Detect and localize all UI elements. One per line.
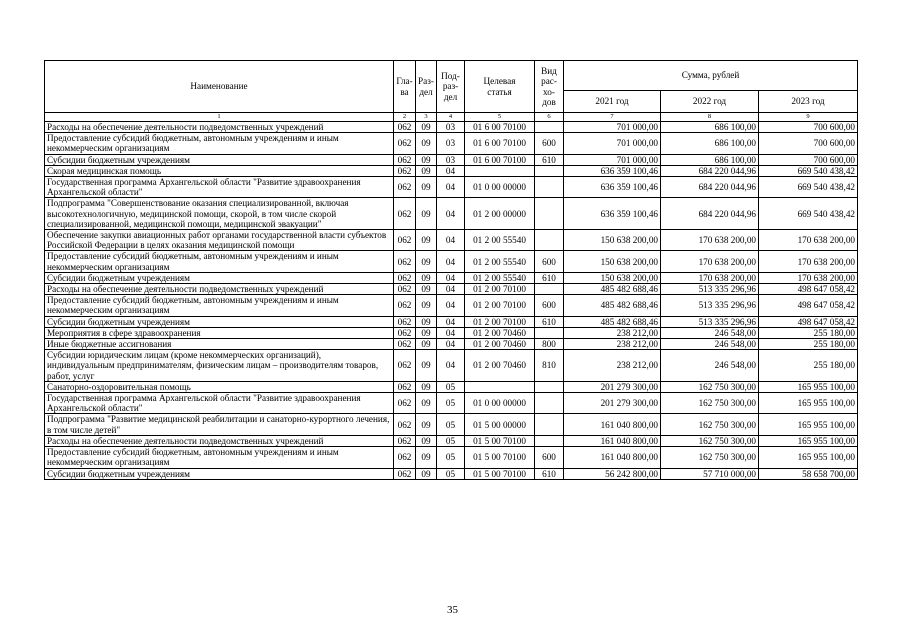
- row-razdel: 09: [416, 393, 437, 414]
- row-glava: 062: [394, 339, 416, 350]
- row-expense-type: [535, 381, 564, 392]
- row-sum-2023: 700 600,00: [759, 122, 858, 133]
- row-sum-2023: 700 600,00: [759, 133, 858, 154]
- table-row: [45, 339, 858, 350]
- table-row: [45, 295, 858, 316]
- row-sum-2022: 246 548,00: [661, 339, 759, 350]
- row-expense-type: 610: [535, 154, 564, 165]
- row-razdel: 09: [416, 350, 437, 382]
- row-razdel: 09: [416, 435, 437, 446]
- row-expense-type: [535, 327, 564, 338]
- row-sum-2023: 700 600,00: [759, 154, 858, 165]
- table-row: [45, 468, 858, 479]
- row-sum-2022: 513 335 296,96: [661, 316, 759, 327]
- row-sum-2022: 246 548,00: [661, 327, 759, 338]
- row-sum-2021: 201 279 300,00: [564, 381, 661, 392]
- header-expense-type: Вид рас- хо- дов: [535, 61, 564, 113]
- row-sum-2023: 170 638 200,00: [759, 272, 858, 283]
- row-name: Предоставление субсидий бюджетным, автономным учреждениям и иным некоммерческим организациям: [45, 447, 394, 468]
- row-sum-2023: 58 658 700,00: [759, 468, 858, 479]
- row-sum-2023: 170 638 200,00: [759, 230, 858, 251]
- row-sum-2021: 485 482 688,46: [564, 284, 661, 295]
- row-razdel: 09: [416, 154, 437, 165]
- row-podrazdel: 04: [437, 327, 465, 338]
- table-row: [45, 393, 858, 414]
- row-podrazdel: 05: [437, 414, 465, 435]
- row-name: Субсидии юридическим лицам (кроме некоммерческих организаций), индивидуальным предпринимателям, физическим лицам – производителям товаров, работ, услуг: [45, 350, 394, 382]
- table-row: [45, 447, 858, 468]
- header-podrazdel: Под- раз- дел: [437, 61, 465, 113]
- row-sum-2021: 701 000,00: [564, 133, 661, 154]
- header-year-2023: 2023 год: [759, 91, 858, 113]
- row-podrazdel: 04: [437, 251, 465, 272]
- row-sum-2023: 669 540 438,42: [759, 165, 858, 176]
- row-podrazdel: 05: [437, 468, 465, 479]
- row-podrazdel: 05: [437, 447, 465, 468]
- row-sum-2023: 498 647 058,42: [759, 316, 858, 327]
- row-target-article: 01 2 00 70100: [465, 284, 535, 295]
- row-target-article: 01 6 00 70100: [465, 154, 535, 165]
- header-sum: Сумма, рублей: [564, 61, 858, 91]
- row-sum-2021: 150 638 200,00: [564, 272, 661, 283]
- row-glava: 062: [394, 251, 416, 272]
- row-glava: 062: [394, 165, 416, 176]
- row-glava: 062: [394, 122, 416, 133]
- row-sum-2023: 165 955 100,00: [759, 414, 858, 435]
- row-expense-type: 810: [535, 350, 564, 382]
- row-sum-2022: 162 750 300,00: [661, 414, 759, 435]
- row-sum-2022: 162 750 300,00: [661, 381, 759, 392]
- row-target-article: 01 6 00 70100: [465, 122, 535, 133]
- row-sum-2023: 669 540 438,42: [759, 177, 858, 198]
- row-podrazdel: 05: [437, 381, 465, 392]
- column-number-row: [45, 113, 858, 122]
- column-number: 9: [759, 113, 858, 122]
- row-sum-2022: 162 750 300,00: [661, 393, 759, 414]
- column-number: 4: [437, 113, 465, 122]
- row-target-article: [465, 381, 535, 392]
- table-body: [45, 122, 858, 480]
- row-expense-type: 600: [535, 447, 564, 468]
- column-number: 3: [416, 113, 437, 122]
- row-target-article: 01 2 00 70100: [465, 316, 535, 327]
- row-expense-type: [535, 435, 564, 446]
- row-target-article: 01 5 00 70100: [465, 468, 535, 479]
- row-razdel: 09: [416, 295, 437, 316]
- row-sum-2023: 498 647 058,42: [759, 295, 858, 316]
- header-razdel: Раз- дел: [416, 61, 437, 113]
- row-expense-type: 610: [535, 316, 564, 327]
- row-razdel: 09: [416, 327, 437, 338]
- row-podrazdel: 04: [437, 316, 465, 327]
- row-expense-type: [535, 414, 564, 435]
- row-sum-2023: 165 955 100,00: [759, 447, 858, 468]
- row-razdel: 09: [416, 381, 437, 392]
- row-podrazdel: 04: [437, 295, 465, 316]
- row-expense-type: [535, 230, 564, 251]
- row-target-article: 01 5 00 70100: [465, 435, 535, 446]
- table-row: [45, 177, 858, 198]
- row-expense-type: 600: [535, 295, 564, 316]
- row-glava: 062: [394, 177, 416, 198]
- row-glava: 062: [394, 295, 416, 316]
- row-podrazdel: 04: [437, 272, 465, 283]
- table-row: [45, 316, 858, 327]
- row-podrazdel: 04: [437, 230, 465, 251]
- row-name: Расходы на обеспечение деятельности подведомственных учреждений: [45, 284, 394, 295]
- row-glava: 062: [394, 350, 416, 382]
- header-target-article: Целевая статья: [465, 61, 535, 113]
- row-target-article: 01 2 00 00000: [465, 198, 535, 230]
- row-razdel: 09: [416, 177, 437, 198]
- row-name: Предоставление субсидий бюджетным, автономным учреждениям и иным некоммерческим организациям: [45, 251, 394, 272]
- row-expense-type: [535, 284, 564, 295]
- row-sum-2022: 684 220 044,96: [661, 198, 759, 230]
- table-row: [45, 350, 858, 382]
- header-name: Наименование: [45, 61, 394, 113]
- table-row: [45, 133, 858, 154]
- row-glava: 062: [394, 272, 416, 283]
- row-sum-2022: 684 220 044,96: [661, 177, 759, 198]
- row-target-article: 01 2 00 55540: [465, 230, 535, 251]
- row-expense-type: [535, 198, 564, 230]
- row-razdel: 09: [416, 447, 437, 468]
- row-name: Санаторно-оздоровительная помощь: [45, 381, 394, 392]
- header-year-2022: 2022 год: [661, 91, 759, 113]
- row-podrazdel: 04: [437, 198, 465, 230]
- row-name: Субсидии бюджетным учреждениям: [45, 468, 394, 479]
- row-sum-2021: 150 638 200,00: [564, 251, 661, 272]
- row-target-article: 01 5 00 70100: [465, 447, 535, 468]
- row-name: Скорая медицинская помощь: [45, 165, 394, 176]
- row-name: Расходы на обеспечение деятельности подведомственных учреждений: [45, 122, 394, 133]
- row-sum-2021: 636 359 100,46: [564, 198, 661, 230]
- row-glava: 062: [394, 316, 416, 327]
- row-target-article: 01 2 00 70460: [465, 327, 535, 338]
- row-sum-2021: 701 000,00: [564, 154, 661, 165]
- row-glava: 062: [394, 327, 416, 338]
- row-razdel: 09: [416, 284, 437, 295]
- row-sum-2023: 165 955 100,00: [759, 435, 858, 446]
- budget-table: [44, 60, 858, 480]
- row-expense-type: 600: [535, 133, 564, 154]
- row-target-article: 01 5 00 00000: [465, 414, 535, 435]
- row-podrazdel: 04: [437, 339, 465, 350]
- row-sum-2021: 201 279 300,00: [564, 393, 661, 414]
- column-number: 6: [535, 113, 564, 122]
- row-sum-2021: 161 040 800,00: [564, 435, 661, 446]
- column-number: 8: [661, 113, 759, 122]
- table-row: [45, 198, 858, 230]
- row-name: Государственная программа Архангельской области "Развитие здравоохранения Архангельской области": [45, 177, 394, 198]
- row-razdel: 09: [416, 230, 437, 251]
- row-glava: 062: [394, 468, 416, 479]
- row-sum-2023: 165 955 100,00: [759, 393, 858, 414]
- row-razdel: 09: [416, 339, 437, 350]
- row-target-article: 01 2 00 70460: [465, 339, 535, 350]
- row-razdel: 09: [416, 272, 437, 283]
- row-glava: 062: [394, 198, 416, 230]
- row-sum-2022: 162 750 300,00: [661, 447, 759, 468]
- row-podrazdel: 05: [437, 435, 465, 446]
- row-sum-2022: 686 100,00: [661, 133, 759, 154]
- table-row: [45, 272, 858, 283]
- row-name: Иные бюджетные ассигнования: [45, 339, 394, 350]
- row-sum-2022: 686 100,00: [661, 154, 759, 165]
- row-sum-2022: 170 638 200,00: [661, 272, 759, 283]
- row-sum-2022: 513 335 296,96: [661, 295, 759, 316]
- row-sum-2023: 498 647 058,42: [759, 284, 858, 295]
- row-podrazdel: 04: [437, 350, 465, 382]
- row-sum-2023: 669 540 438,42: [759, 198, 858, 230]
- row-podrazdel: 04: [437, 177, 465, 198]
- row-glava: 062: [394, 414, 416, 435]
- row-glava: 062: [394, 284, 416, 295]
- row-expense-type: [535, 177, 564, 198]
- row-sum-2022: 162 750 300,00: [661, 435, 759, 446]
- row-podrazdel: 03: [437, 122, 465, 133]
- row-target-article: 01 6 00 70100: [465, 133, 535, 154]
- row-expense-type: [535, 122, 564, 133]
- row-name: Субсидии бюджетным учреждениям: [45, 272, 394, 283]
- table-row: [45, 165, 858, 176]
- row-name: Государственная программа Архангельской области "Развитие здравоохранения Архангельской области": [45, 393, 394, 414]
- row-sum-2021: 701 000,00: [564, 122, 661, 133]
- row-podrazdel: 04: [437, 284, 465, 295]
- column-number: 7: [564, 113, 661, 122]
- row-expense-type: 800: [535, 339, 564, 350]
- table-row: [45, 284, 858, 295]
- row-sum-2023: 165 955 100,00: [759, 381, 858, 392]
- row-razdel: 09: [416, 414, 437, 435]
- row-sum-2021: 238 212,00: [564, 339, 661, 350]
- row-name: Расходы на обеспечение деятельности подведомственных учреждений: [45, 435, 394, 446]
- table-row: [45, 327, 858, 338]
- row-expense-type: 600: [535, 251, 564, 272]
- header-glava: Гла- ва: [394, 61, 416, 113]
- row-razdel: 09: [416, 198, 437, 230]
- row-razdel: 09: [416, 165, 437, 176]
- table-row: [45, 414, 858, 435]
- column-number: 2: [394, 113, 416, 122]
- row-name: Субсидии бюджетным учреждениям: [45, 154, 394, 165]
- row-target-article: 01 0 00 00000: [465, 177, 535, 198]
- row-sum-2021: 485 482 688,46: [564, 295, 661, 316]
- row-name: Подпрограмма "Совершенствование оказания специализированной, включая высокотехнологичную, медицинской помощи, скорой, в том числе скорой специализированной, медицинской помощи, медицинской эвакуации": [45, 198, 394, 230]
- row-sum-2023: 255 180,00: [759, 327, 858, 338]
- row-sum-2022: 513 335 296,96: [661, 284, 759, 295]
- row-sum-2021: 485 482 688,46: [564, 316, 661, 327]
- row-sum-2021: 161 040 800,00: [564, 447, 661, 468]
- row-target-article: 01 2 00 70100: [465, 295, 535, 316]
- row-razdel: 09: [416, 122, 437, 133]
- row-sum-2021: 636 359 100,46: [564, 165, 661, 176]
- row-razdel: 09: [416, 251, 437, 272]
- row-sum-2021: 161 040 800,00: [564, 414, 661, 435]
- row-sum-2021: 150 638 200,00: [564, 230, 661, 251]
- row-sum-2022: 170 638 200,00: [661, 251, 759, 272]
- row-sum-2022: 686 100,00: [661, 122, 759, 133]
- header-year-2021: 2021 год: [564, 91, 661, 113]
- row-glava: 062: [394, 381, 416, 392]
- row-target-article: [465, 165, 535, 176]
- row-name: Мероприятия в сфере здравоохранения: [45, 327, 394, 338]
- row-podrazdel: 03: [437, 154, 465, 165]
- row-expense-type: [535, 393, 564, 414]
- column-number: 5: [465, 113, 535, 122]
- table-row: [45, 435, 858, 446]
- row-glava: 062: [394, 435, 416, 446]
- column-number: 1: [45, 113, 394, 122]
- row-razdel: 09: [416, 133, 437, 154]
- row-sum-2023: 255 180,00: [759, 350, 858, 382]
- row-sum-2023: 255 180,00: [759, 339, 858, 350]
- row-glava: 062: [394, 154, 416, 165]
- row-target-article: 01 2 00 70460: [465, 350, 535, 382]
- row-podrazdel: 05: [437, 393, 465, 414]
- row-sum-2021: 238 212,00: [564, 350, 661, 382]
- row-target-article: 01 2 00 55540: [465, 251, 535, 272]
- row-name: Предоставление субсидий бюджетным, автономным учреждениям и иным некоммерческим организациям: [45, 133, 394, 154]
- table-row: [45, 154, 858, 165]
- row-podrazdel: 04: [437, 165, 465, 176]
- row-expense-type: [535, 165, 564, 176]
- row-sum-2022: 246 548,00: [661, 350, 759, 382]
- table-row: [45, 230, 858, 251]
- row-expense-type: 610: [535, 468, 564, 479]
- row-name: Подпрограмма "Развитие медицинской реабилитации и санаторно-курортного лечения, в том числе детей": [45, 414, 394, 435]
- row-name: Обеспечение закупки авиационных работ органами государственной власти субъектов Российской Федерации в целях оказания медицинской помощи: [45, 230, 394, 251]
- row-glava: 062: [394, 447, 416, 468]
- table-row: [45, 381, 858, 392]
- row-sum-2021: 56 242 800,00: [564, 468, 661, 479]
- table-row: [45, 251, 858, 272]
- row-glava: 062: [394, 133, 416, 154]
- row-sum-2021: 636 359 100,46: [564, 177, 661, 198]
- row-glava: 062: [394, 393, 416, 414]
- table-row: [45, 122, 858, 133]
- row-target-article: 01 2 00 55540: [465, 272, 535, 283]
- row-target-article: 01 0 00 00000: [465, 393, 535, 414]
- row-glava: 062: [394, 230, 416, 251]
- row-sum-2022: 170 638 200,00: [661, 230, 759, 251]
- row-sum-2023: 170 638 200,00: [759, 251, 858, 272]
- row-expense-type: 610: [535, 272, 564, 283]
- row-sum-2021: 238 212,00: [564, 327, 661, 338]
- row-name: Субсидии бюджетным учреждениям: [45, 316, 394, 327]
- row-razdel: 09: [416, 316, 437, 327]
- row-sum-2022: 684 220 044,96: [661, 165, 759, 176]
- row-razdel: 09: [416, 468, 437, 479]
- row-podrazdel: 03: [437, 133, 465, 154]
- row-name: Предоставление субсидий бюджетным, автономным учреждениям и иным некоммерческим организациям: [45, 295, 394, 316]
- row-sum-2022: 57 710 000,00: [661, 468, 759, 479]
- page-number: 35: [447, 604, 458, 616]
